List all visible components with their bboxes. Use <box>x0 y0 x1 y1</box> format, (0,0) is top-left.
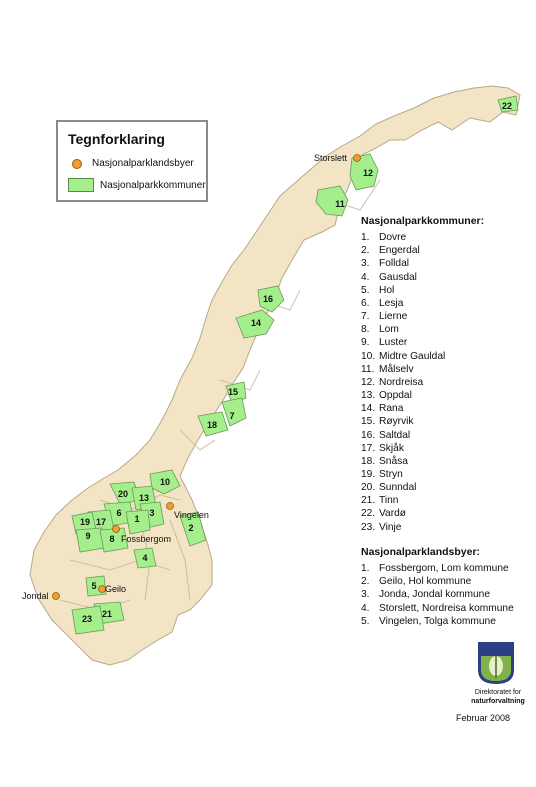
list-item-number: 22. <box>361 508 376 520</box>
region-label-2: 2 <box>188 523 194 533</box>
list-item-number: 2. <box>361 245 370 257</box>
list-item <box>361 602 514 615</box>
list-item-name: Gausdal <box>379 271 417 283</box>
list-item <box>361 336 484 349</box>
list-item <box>361 481 484 494</box>
marker-vingelen[interactable] <box>167 503 174 510</box>
list-item <box>361 615 514 628</box>
list-item-number: 18. <box>361 455 376 467</box>
region-label-14: 14 <box>250 318 262 328</box>
list-item-number: 3. <box>361 258 370 270</box>
list-item-number: 10. <box>361 350 376 362</box>
list-item <box>361 575 514 588</box>
list-item-number: 12. <box>361 376 376 388</box>
list-item <box>361 521 484 534</box>
list-item-name: Skjåk <box>379 442 404 454</box>
list-item-name: Luster <box>379 337 408 349</box>
list-item-number: 4. <box>361 271 370 283</box>
list-item-number: 1. <box>361 232 370 244</box>
list-item-number: 16. <box>361 429 376 441</box>
region-label-8: 8 <box>109 534 115 544</box>
legend-municipality-label: Nasjonalparkkommuner <box>100 179 206 191</box>
list-item-number: 19. <box>361 468 376 480</box>
region-label-16: 16 <box>262 294 274 304</box>
legend-row-town <box>68 158 194 169</box>
list-item <box>361 363 484 376</box>
region-label-20: 20 <box>117 489 129 499</box>
list-item-number: 2. <box>361 576 370 588</box>
region-label-22: 22 <box>501 101 513 111</box>
marker-jondal[interactable] <box>53 593 60 600</box>
list-item <box>361 257 484 270</box>
list-item <box>361 415 484 428</box>
list-item <box>361 231 484 244</box>
region-label-1: 1 <box>134 514 140 524</box>
list-item-number: 21. <box>361 495 376 507</box>
list-item-name: Engerdal <box>379 245 420 257</box>
list-item <box>361 562 514 575</box>
villages-panel <box>361 546 514 628</box>
label-storslett: Storslett <box>314 153 348 163</box>
list-item <box>361 389 484 402</box>
list-item <box>361 244 484 257</box>
list-item-name: Jonda, Jondal kommune <box>379 589 490 601</box>
region-label-18: 18 <box>206 420 218 430</box>
list-item-number: 17. <box>361 442 376 454</box>
list-item-number: 23. <box>361 521 376 533</box>
list-item-name: Dovre <box>379 232 407 244</box>
label-vingelen: Vingelen <box>174 510 209 520</box>
list-item-name: Vingelen, Tolga kommune <box>379 615 496 627</box>
list-item <box>361 494 484 507</box>
list-item <box>361 350 484 363</box>
list-item-number: 6. <box>361 297 370 309</box>
region-label-13: 13 <box>138 493 150 503</box>
region-label-4: 4 <box>142 553 148 563</box>
region-label-9: 9 <box>85 531 91 541</box>
region-label-19: 19 <box>79 517 91 527</box>
village-marker-icon <box>72 159 82 169</box>
label-fossbergom: Fossbergom <box>121 534 172 544</box>
region-label-6: 6 <box>116 508 122 518</box>
list-item-number: 3. <box>361 589 370 601</box>
legend-title: Tegnforklaring <box>68 131 165 147</box>
list-item <box>361 310 484 323</box>
marker-fossbergom[interactable] <box>113 526 120 533</box>
region-label-21: 21 <box>101 609 113 619</box>
list-item-number: 14. <box>361 403 376 415</box>
municipalities-panel <box>361 215 484 534</box>
list-item-number: 5. <box>361 615 370 627</box>
list-item <box>361 284 484 297</box>
region-label-10: 10 <box>159 477 171 487</box>
list-item-name: Fossbergom, Lom kommune <box>379 563 509 575</box>
logo-line1: Direktoratet for <box>474 689 522 696</box>
map-legend <box>56 120 208 202</box>
municipality-swatch-icon <box>68 178 94 192</box>
list-item-name: Vardø <box>379 508 406 520</box>
list-item-number: 4. <box>361 602 370 614</box>
villages-heading: Nasjonalparklandsbyer: <box>361 546 481 558</box>
region-label-3: 3 <box>149 508 155 518</box>
list-item-number: 5. <box>361 284 370 296</box>
marker-storslett[interactable] <box>354 155 361 162</box>
list-item-number: 7. <box>361 311 370 323</box>
municipalities-heading: Nasjonalparkkommuner: <box>361 215 485 227</box>
list-item <box>361 402 484 415</box>
region-label-17: 17 <box>95 517 107 527</box>
list-item-number: 9. <box>361 337 370 349</box>
list-item-number: 8. <box>361 324 370 336</box>
municipalities-list <box>361 231 484 534</box>
region-label-5: 5 <box>91 581 97 591</box>
dn-logo-icon <box>476 640 516 686</box>
list-item-name: Storslett, Nordreisa kommune <box>379 602 514 614</box>
list-item-name: Midtre Gauldal <box>379 350 446 362</box>
list-item-name: Saltdal <box>379 429 411 441</box>
list-item-name: Nordreisa <box>379 376 424 388</box>
list-item-number: 1. <box>361 563 370 575</box>
list-item-number: 11. <box>361 363 375 375</box>
list-item-name: Rana <box>379 403 404 415</box>
list-item-name: Tinn <box>379 495 399 507</box>
list-item <box>361 323 484 336</box>
region-label-7: 7 <box>229 411 235 421</box>
legend-row-municipality <box>68 178 206 192</box>
region-label-15: 15 <box>227 387 239 397</box>
list-item-number: 13. <box>361 390 376 402</box>
list-item <box>361 455 484 468</box>
list-item-name: Stryn <box>379 468 403 480</box>
list-item-name: Oppdal <box>379 390 412 402</box>
region-label-12: 12 <box>362 168 374 178</box>
list-item <box>361 429 484 442</box>
list-item-name: Lesja <box>379 297 404 309</box>
list-item-name: Hol <box>379 284 395 296</box>
region-label-11: 11 <box>335 199 345 209</box>
list-item <box>361 297 484 310</box>
list-item-name: Røyrvik <box>379 416 414 428</box>
list-item-name: Geilo, Hol kommune <box>379 576 472 588</box>
list-item-name: Vinje <box>379 521 402 533</box>
logo-line2: naturforvaltning <box>471 698 525 705</box>
list-item-name: Lierne <box>379 311 408 323</box>
list-item-name: Sunndal <box>379 482 417 494</box>
list-item <box>361 376 484 389</box>
label-jondal: Jondal <box>22 591 49 601</box>
label-geilo: Geilo <box>105 584 127 594</box>
list-item <box>361 588 514 601</box>
villages-list <box>361 562 514 628</box>
list-item <box>361 271 484 284</box>
region-label-23: 23 <box>81 614 93 624</box>
list-item <box>361 442 484 455</box>
list-item-number: 15. <box>361 416 376 428</box>
list-item-number: 20. <box>361 482 376 494</box>
list-item <box>361 507 484 520</box>
list-item <box>361 468 484 481</box>
map-date: Februar 2008 <box>456 713 511 723</box>
list-item-name: Målselv <box>379 363 414 375</box>
legend-town-label: Nasjonalparklandsbyer <box>92 158 194 169</box>
list-item-name: Folldal <box>379 258 410 270</box>
list-item-name: Snåsa <box>379 455 408 467</box>
list-item-name: Lom <box>379 324 399 336</box>
